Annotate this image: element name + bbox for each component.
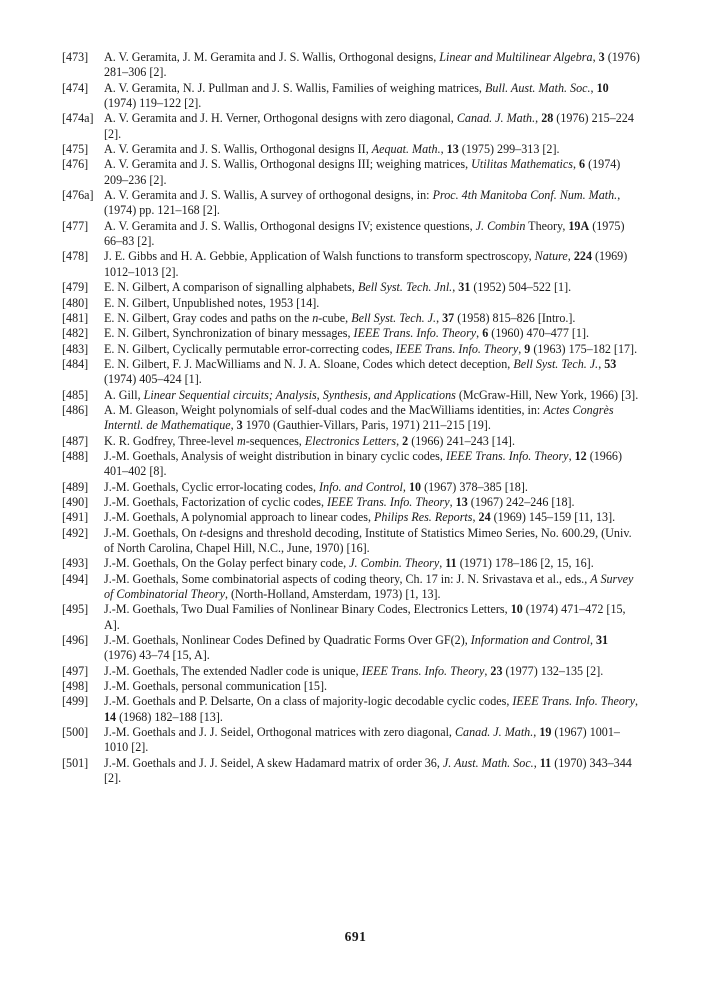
reference-volume: 9	[524, 341, 531, 356]
reference-segment: (1969) 145–159 [11, 13].	[490, 510, 616, 525]
reference-volume: 3	[236, 418, 243, 433]
reference-volume: 19	[539, 725, 552, 740]
reference-segment: ,	[452, 280, 459, 295]
reference-text	[104, 219, 624, 248]
reference-segment: (1976) 43–74 [15, A].	[104, 648, 210, 663]
reference-number: [491]	[62, 510, 89, 525]
reference-text	[104, 280, 571, 294]
reference-number: [476]	[62, 157, 89, 172]
reference-segment: A. V. Geramita and J. S. Wallis, Orthogonal designs IV; existence questions,	[104, 218, 476, 233]
reference-entry	[62, 111, 640, 142]
reference-segment: A. Gill,	[104, 387, 144, 402]
reference-entry	[62, 188, 640, 219]
reference-text	[104, 526, 632, 555]
reference-text	[104, 434, 515, 448]
reference-segment: J.-M. Goethals, personal communication [15].	[104, 679, 328, 694]
reference-segment: ,	[402, 479, 409, 494]
reference-title-italic: t	[199, 525, 203, 540]
reference-text	[104, 449, 622, 478]
reference-segment: ,	[440, 142, 447, 157]
reference-entry	[62, 311, 640, 326]
reference-text	[104, 480, 528, 494]
reference-text	[104, 756, 632, 785]
reference-text	[104, 602, 626, 631]
reference-text	[104, 664, 603, 678]
reference-entry	[62, 296, 640, 311]
reference-entry	[62, 157, 640, 188]
reference-segment: K. R. Godfrey, Three-level	[104, 433, 237, 448]
reference-segment: ,	[484, 663, 491, 678]
reference-number: [493]	[62, 556, 89, 571]
reference-volume: 28	[541, 111, 554, 126]
reference-volume: 14	[104, 709, 117, 724]
reference-entry	[62, 142, 640, 157]
reference-text	[104, 188, 620, 217]
reference-title-italic: Actes Congrès Interntl. de Mathematique	[104, 402, 614, 433]
reference-title-italic: Bell Syst. Tech. J.	[351, 310, 437, 325]
reference-text	[104, 572, 633, 601]
reference-segment: (1970) 343–344 [2].	[104, 755, 632, 786]
reference-segment: (1975) 66–83 [2].	[104, 218, 625, 249]
reference-entry	[62, 403, 640, 434]
reference-text	[104, 388, 638, 402]
reference-title-italic: A Survey of Combinatorial Theory	[104, 571, 634, 602]
reference-title-italic: Bull. Aust. Math. Soc.	[484, 80, 591, 95]
reference-text	[104, 326, 589, 340]
reference-title-italic: Proc. 4th Manitoba Conf. Num. Math.	[432, 188, 618, 203]
reference-volume: 224	[573, 249, 592, 264]
reference-segment: (1976) 215–224 [2].	[104, 111, 634, 141]
reference-text	[104, 694, 638, 723]
reference-segment: E. N. Gilbert, Gray codes and paths on the	[104, 310, 313, 325]
reference-number: [480]	[62, 295, 89, 310]
reference-segment: E. N. Gilbert, A comparison of signalling alphabets,	[104, 280, 358, 295]
reference-segment: J.-M. Goethals and P. Delsarte, On a class of majority-logic decodable cyclic codes,	[104, 694, 513, 709]
reference-number: [501]	[62, 755, 89, 770]
reference-text	[104, 157, 620, 186]
reference-entry	[62, 480, 640, 495]
reference-title-italic: IEEE Trans. Info. Theory	[445, 448, 569, 463]
reference-volume: 13	[455, 494, 468, 509]
reference-text	[104, 556, 594, 570]
reference-volume: 10	[408, 479, 422, 494]
reference-segment: J.-M. Goethals, Some combinatorial aspects of coding theory, Ch. 17 in: J. N. Srivastava et al., eds.,	[104, 571, 591, 586]
reference-segment: (McGraw-Hill, New York, 1966) [3].	[455, 387, 639, 402]
reference-segment: Theory,	[525, 218, 569, 233]
reference-text	[104, 679, 327, 693]
reference-number: [488]	[62, 448, 89, 463]
reference-title-italic: Bell Syst. Tech. Jnl.	[357, 280, 453, 295]
reference-number: [494]	[62, 571, 89, 586]
reference-segment: (1974) 119–122 [2].	[104, 96, 202, 111]
reference-volume: 10	[510, 602, 523, 617]
reference-title-italic: Information and Control	[470, 633, 590, 648]
reference-segment: A. V. Geramita and J. S. Wallis, Orthogonal designs III; weighing matrices,	[104, 157, 472, 172]
reference-segment: J.-M. Goethals, A polynomial approach to linear codes,	[104, 510, 375, 525]
reference-entry	[62, 449, 640, 480]
reference-text	[104, 249, 627, 278]
reference-segment: ,	[230, 418, 237, 433]
reference-entry	[62, 694, 640, 725]
reference-segment: ,	[439, 556, 446, 571]
reference-segment: A. V. Geramita and J. S. Wallis, Orthogonal designs II,	[104, 142, 372, 157]
reference-entry	[62, 556, 640, 571]
reference-segment: A. M. Gleason, Weight polynomials of self-dual codes and the MacWilliams identities, in:	[104, 402, 544, 417]
reference-segment: (1963) 175–182 [17].	[530, 341, 638, 356]
reference-segment: J.-M. Goethals, Analysis of weight distribution in binary cyclic codes,	[104, 448, 446, 463]
reference-segment: ,	[449, 494, 456, 509]
reference-text	[104, 111, 634, 140]
reference-segment: ,	[472, 510, 479, 525]
reference-segment: E. N. Gilbert, F. J. MacWilliams and N. J. A. Sloane, Codes which detect deception,	[104, 356, 514, 371]
reference-number: [475]	[62, 142, 89, 157]
reference-title-italic: m	[236, 433, 246, 448]
page-number: 691	[344, 929, 367, 944]
reference-volume: 53	[604, 356, 617, 371]
reference-volume: 2	[402, 433, 409, 448]
reference-segment: 1970 (Gauthier-Villars, Paris, 1971) 211–215 [19].	[242, 418, 491, 433]
reference-segment: , (1974) pp. 121–168 [2].	[104, 188, 621, 218]
reference-number: [476a]	[62, 188, 94, 203]
reference-volume: 10	[596, 80, 609, 95]
reference-segment: ,	[568, 448, 575, 463]
reference-text	[104, 510, 615, 524]
reference-title-italic: Aequat. Math.	[371, 142, 441, 157]
reference-text	[104, 495, 575, 509]
reference-segment: ,	[436, 310, 443, 325]
reference-segment: ,	[533, 755, 540, 770]
reference-volume: 12	[574, 448, 587, 463]
reference-segment: A. V. Geramita, J. M. Geramita and J. S. Wallis, Orthogonal designs,	[104, 50, 440, 64]
reference-number: [489]	[62, 479, 89, 494]
reference-title-italic: Linear Sequential circuits; Analysis, Synthesis, and Applications	[143, 387, 456, 402]
reference-volume: 31	[458, 280, 471, 295]
reference-segment: ,	[535, 111, 542, 126]
reference-segment: J.-M. Goethals, On the Golay perfect binary code,	[104, 556, 350, 571]
reference-segment: E. N. Gilbert, Unpublished notes, 1953 [14].	[104, 295, 320, 310]
reference-entry	[62, 81, 640, 112]
reference-title-italic: Info. and Control	[319, 479, 403, 494]
reference-title-italic: Nature	[534, 249, 568, 264]
reference-segment: (1974) 209–236 [2].	[104, 157, 621, 187]
reference-text	[104, 725, 620, 754]
reference-number: [474a]	[62, 111, 94, 126]
reference-text	[104, 296, 319, 310]
reference-entry	[62, 510, 640, 525]
reference-title-italic: J. Aust. Math. Soc.	[442, 755, 534, 770]
reference-title-italic: Utilitas Mathematics	[471, 157, 573, 172]
reference-segment: J.-M. Goethals, Factorization of cyclic codes,	[104, 494, 327, 509]
reference-title-italic: IEEE Trans. Info. Theory	[395, 341, 519, 356]
reference-list	[62, 50, 640, 787]
reference-segment: (1977) 132–135 [2].	[502, 663, 604, 678]
reference-number: [492]	[62, 525, 89, 540]
reference-entry	[62, 725, 640, 756]
reference-segment: (1966) 401–402 [8].	[104, 448, 622, 479]
reference-title-italic: Canad. J. Math.	[456, 111, 536, 126]
reference-volume: 6	[579, 157, 586, 172]
reference-entry	[62, 357, 640, 388]
reference-segment: A. V. Geramita and J. S. Wallis, A survey of orthogonal designs, in:	[104, 188, 433, 203]
reference-segment: J.-M. Goethals and J. J. Seidel, A skew Hadamard matrix of order 36,	[104, 755, 443, 770]
reference-entry	[62, 495, 640, 510]
reference-volume: 3	[598, 50, 605, 64]
reference-segment: (1976) 281–306 [2].	[104, 50, 640, 80]
reference-segment: J.-M. Goethals, Two Dual Families of Nonlinear Binary Codes, Electronics Letters,	[104, 602, 511, 617]
reference-number: [496]	[62, 633, 89, 648]
reference-text	[104, 142, 560, 156]
reference-number: [481]	[62, 310, 89, 325]
reference-title-italic: J. Combin	[475, 218, 526, 233]
reference-number: [479]	[62, 280, 89, 295]
reference-segment: (1974) 471–472 [15, A].	[104, 602, 626, 632]
reference-text	[104, 50, 640, 79]
reference-segment: , (North-Holland, Amsterdam, 1973) [1, 13].	[224, 587, 441, 602]
reference-segment: (1975) 299–313 [2].	[458, 142, 560, 157]
reference-entry	[62, 572, 640, 603]
reference-segment: (1971) 178–186 [2, 15, 16].	[456, 556, 594, 571]
reference-segment: -sequences,	[245, 433, 305, 448]
reference-number: [495]	[62, 602, 89, 617]
reference-number: [478]	[62, 249, 89, 264]
reference-volume: 24	[478, 510, 491, 525]
reference-segment: J.-M. Goethals, The extended Nadler code is unique,	[104, 663, 362, 678]
reference-title-italic: Philips Res. Reports	[374, 510, 473, 525]
reference-segment: (1960) 470–477 [1].	[488, 326, 590, 341]
reference-number: [497]	[62, 663, 89, 678]
reference-number: [483]	[62, 341, 89, 356]
reference-segment: A. V. Geramita, N. J. Pullman and J. S. Wallis, Families of weighing matrices,	[104, 80, 485, 95]
reference-segment: J. E. Gibbs and H. A. Gebbie, Application of Walsh functions to transform spectroscopy,	[104, 249, 535, 264]
reference-entry	[62, 249, 640, 280]
reference-segment: ,	[572, 157, 579, 172]
reference-entry	[62, 434, 640, 449]
reference-entry	[62, 679, 640, 694]
reference-segment: (1958) 815–826 [Intro.].	[454, 310, 576, 325]
reference-segment: J.-M. Goethals, Nonlinear Codes Defined by Quadratic Forms Over GF(2),	[104, 633, 471, 648]
reference-number: [477]	[62, 218, 89, 233]
reference-title-italic: IEEE Trans. Info. Theory	[327, 494, 450, 509]
reference-volume: 6	[482, 326, 489, 341]
reference-segment: ,	[592, 50, 599, 64]
reference-volume: 31	[595, 633, 609, 648]
reference-entry	[62, 633, 640, 664]
reference-segment: ,	[476, 326, 483, 341]
reference-number: [482]	[62, 326, 89, 341]
reference-number: [499]	[62, 694, 89, 709]
reference-segment: (1967) 1001–1010 [2].	[104, 725, 620, 755]
reference-volume: 19A	[568, 218, 590, 233]
reference-number: [484]	[62, 356, 89, 371]
reference-entry	[62, 602, 640, 633]
reference-entry	[62, 280, 640, 295]
reference-segment: ,	[635, 694, 639, 709]
reference-number: [490]	[62, 494, 89, 509]
reference-text	[104, 357, 616, 386]
reference-number: [486]	[62, 402, 89, 417]
reference-title-italic: n	[312, 310, 319, 325]
reference-entry	[62, 664, 640, 679]
reference-volume: 23	[490, 663, 503, 678]
reference-text	[104, 81, 609, 110]
reference-text	[104, 403, 614, 432]
reference-number: [474]	[62, 80, 89, 95]
reference-volume: 37	[442, 310, 455, 325]
reference-volume: 11	[539, 755, 552, 770]
reference-segment: (1968) 182–188 [13].	[116, 709, 223, 724]
reference-segment: -designs and threshold decoding, Institute of Statistics Mimeo Series, No. 600.29, (Univ. of North Carolina, Chapel Hill, N.C., June, 1970) [16].	[104, 525, 632, 555]
reference-title-italic: Linear and Multilinear Algebra	[439, 50, 593, 64]
reference-title-italic: Bell Syst. Tech. J.	[513, 356, 599, 371]
reference-segment: (1974) 405–424 [1].	[104, 372, 202, 387]
reference-segment: J.-M. Goethals, Cyclic error-locating codes,	[104, 479, 320, 494]
reference-segment: (1952) 504–522 [1].	[470, 280, 572, 295]
reference-segment: E. N. Gilbert, Cyclically permutable error-correcting codes,	[104, 341, 396, 356]
reference-title-italic: J. Combin. Theory	[349, 556, 440, 571]
reference-segment: ,	[567, 249, 574, 264]
reference-title-italic: IEEE Trans. Info. Theory	[353, 326, 477, 341]
reference-segment: ,	[533, 725, 540, 740]
reference-text	[104, 633, 608, 662]
reference-volume: 11	[445, 556, 457, 571]
reference-entry	[62, 756, 640, 787]
reference-entry	[62, 342, 640, 357]
reference-segment: (1967) 242–246 [18].	[467, 494, 575, 509]
reference-number: [487]	[62, 433, 89, 448]
reference-number: [473]	[62, 50, 89, 64]
reference-number: [485]	[62, 387, 89, 402]
reference-volume: 13	[446, 142, 459, 157]
reference-title-italic: Canad. J. Math.	[454, 725, 534, 740]
reference-number: [500]	[62, 725, 89, 740]
reference-segment: ,	[589, 633, 596, 648]
reference-entry	[62, 219, 640, 250]
reference-entry	[62, 50, 640, 81]
reference-segment: (1966) 241–243 [14].	[408, 433, 515, 448]
reference-segment: -cube,	[318, 310, 352, 325]
reference-title-italic: IEEE Trans. Info. Theory	[512, 694, 636, 709]
reference-number: [498]	[62, 679, 89, 694]
reference-title-italic: IEEE Trans. Info. Theory	[361, 663, 485, 678]
reference-segment: (1967) 378–385 [18].	[421, 479, 528, 494]
reference-entry	[62, 526, 640, 557]
reference-title-italic: Electronics Letters	[304, 433, 397, 448]
reference-text	[104, 311, 575, 325]
reference-segment: J.-M. Goethals and J. J. Seidel, Orthogonal matrices with zero diagonal,	[104, 725, 455, 740]
reference-segment: E. N. Gilbert, Synchronization of binary messages,	[104, 326, 354, 341]
reference-segment: J.-M. Goethals, On	[104, 525, 200, 540]
reference-entry	[62, 326, 640, 341]
reference-text	[104, 342, 637, 356]
reference-segment: A. V. Geramita and J. H. Verner, Orthogonal designs with zero diagonal,	[104, 111, 457, 126]
reference-segment: ,	[396, 433, 403, 448]
reference-segment: ,	[598, 356, 605, 371]
reference-segment: ,	[518, 341, 525, 356]
reference-segment: (1969) 1012–1013 [2].	[104, 249, 628, 279]
reference-segment: ,	[590, 80, 597, 95]
reference-entry	[62, 388, 640, 403]
